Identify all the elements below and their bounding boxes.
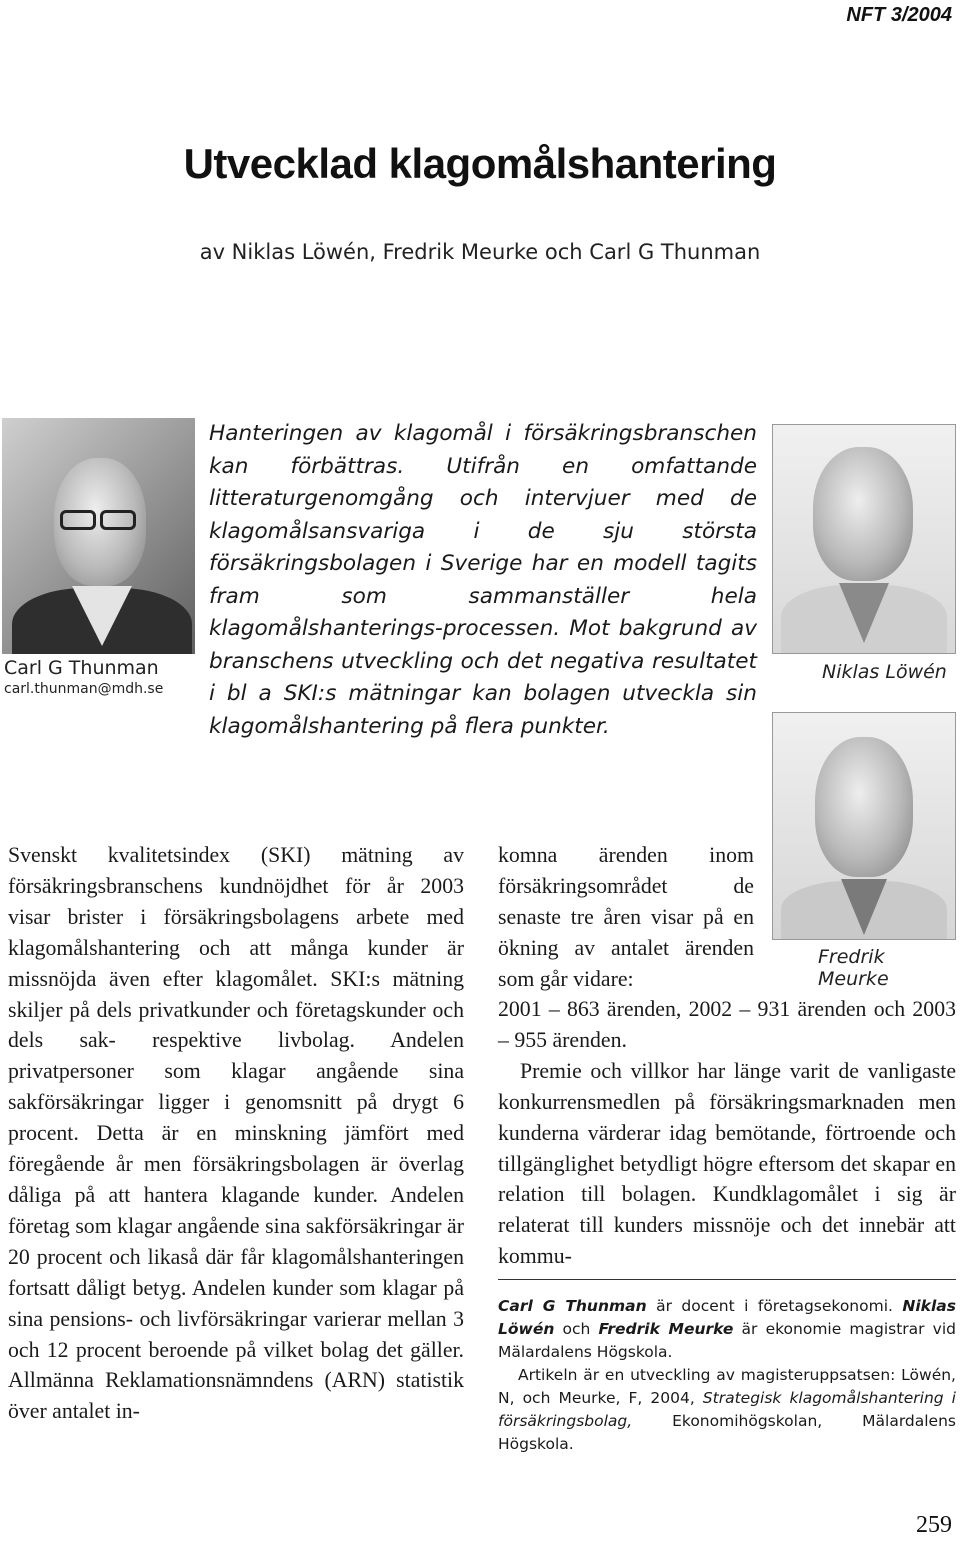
- bio-name-thunman: Carl G Thunman: [498, 1297, 647, 1315]
- body-column-right: [498, 994, 956, 1272]
- complaint-statistics: 2001 – 863 ärenden, 2002 – 931 ärenden och 2003 – 955 ärenden.: [498, 997, 956, 1052]
- bio-name-lowen: Niklas Löwén: [498, 1297, 956, 1338]
- author-photo-meurke: [772, 712, 956, 940]
- body-column-left: Svenskt kvalitetsindex (SKI) mätning av försäkringsbranschens kundnöjdhet för år 2003 visar brister i försäkringsbolagens arbete med klagomålshantering och att många kunder är missnöjda även efter klagomålet. SKI:s mätning skiljer på dels privatkunder och företagskunder och dels sak- respektive livbolag. Andelen privatpersoner som klagar angående sina sakförsäkringar ligger i genomsnitt på drygt 6 procent. Detta är en minskning jämfört med föregående år men försäkringsbolagen är överlag dåliga på att hantera klagande kunder. Andelen företag som klagar angående sina sakförsäkringar är 20 procent och likaså där får klagomålshanteringen fortsatt dåligt betyg. Andelen kunder som klagar på sina pensions- och livförsäkringar varierar mellan 3 och 12 procent beroende på vilket bolag det gäller. Allmänna Reklamationsnämndens (ARN) statistik över antalet in-: [8, 843, 464, 1424]
- bio-text-1: är docent i företagsekonomi.: [646, 1297, 903, 1315]
- thesis-title: Strategisk klagomålshantering i försäkringsbolag,: [498, 1389, 956, 1430]
- bio-name-meurke: Fredrik Meurke: [598, 1320, 734, 1338]
- article-ingress: Hanteringen av klagomål i försäkringsbranschen kan förbättras. Utifrån en omfattande litteraturgenomgång och intervjuer med de klagomålsansvariga i de sju största försäkringsbolagen i Sverige har en modell tagits fram som sammanställer hela klagomålshanterings-processen. Mot bakgrund av branschens utveckling och det negativa resultatet i bl a SKI:s mätningar kan bolagen utveckla sin klagomålshantering på flera punkter.: [209, 421, 757, 739]
- bio-text-4: Artikeln är en utveckling av magisteruppsatsen: Löwén, N, och Meurke, F, 2004,: [498, 1366, 956, 1407]
- photo-caption-meurke: Fredrik Meurke: [818, 946, 889, 990]
- photo-caption-lowen: Niklas Löwén: [822, 661, 947, 683]
- author-photo-thunman: [2, 418, 195, 654]
- author-email-thunman: carl.thunman@mdh.se: [4, 681, 164, 697]
- article-title: Utvecklad klagomålshantering: [183, 140, 777, 187]
- bio-text-5: Ekonomihögskolan, Mälardalens Högskola.: [498, 1412, 956, 1453]
- author-photo-lowen: [772, 424, 956, 654]
- footnote-divider: [498, 1279, 956, 1280]
- author-bio: [498, 1295, 956, 1456]
- byline: av Niklas Löwén, Fredrik Meurke och Carl G Thunman: [199, 240, 761, 264]
- bio-text-3: är ekonomie magistrar vid Mälardalens Högskola.: [498, 1320, 956, 1361]
- photo-caption-thunman: Carl G Thunman: [4, 657, 159, 679]
- bio-text-2: och: [554, 1320, 599, 1338]
- journal-issue: NFT 3/2004: [846, 4, 952, 26]
- body-paragraph-2: Premie och villkor har länge varit de vanligaste konkurrensmedlen på försäkringsmarknaden men kunderna värderar idag bemötande, förtroende och tillgänglighet betydligt högre eftersom det skapar en relation till bolagen. Kundklagomålet i sig är relaterat till kunders missnöje och det innebär att kommu-: [498, 1058, 956, 1269]
- body-column-right-top: komna ärenden inom försäkringsområdet de senaste tre åren visar på en ökning av antalet ärenden som går vidare:: [498, 843, 754, 991]
- page-number: 259: [916, 1512, 952, 1538]
